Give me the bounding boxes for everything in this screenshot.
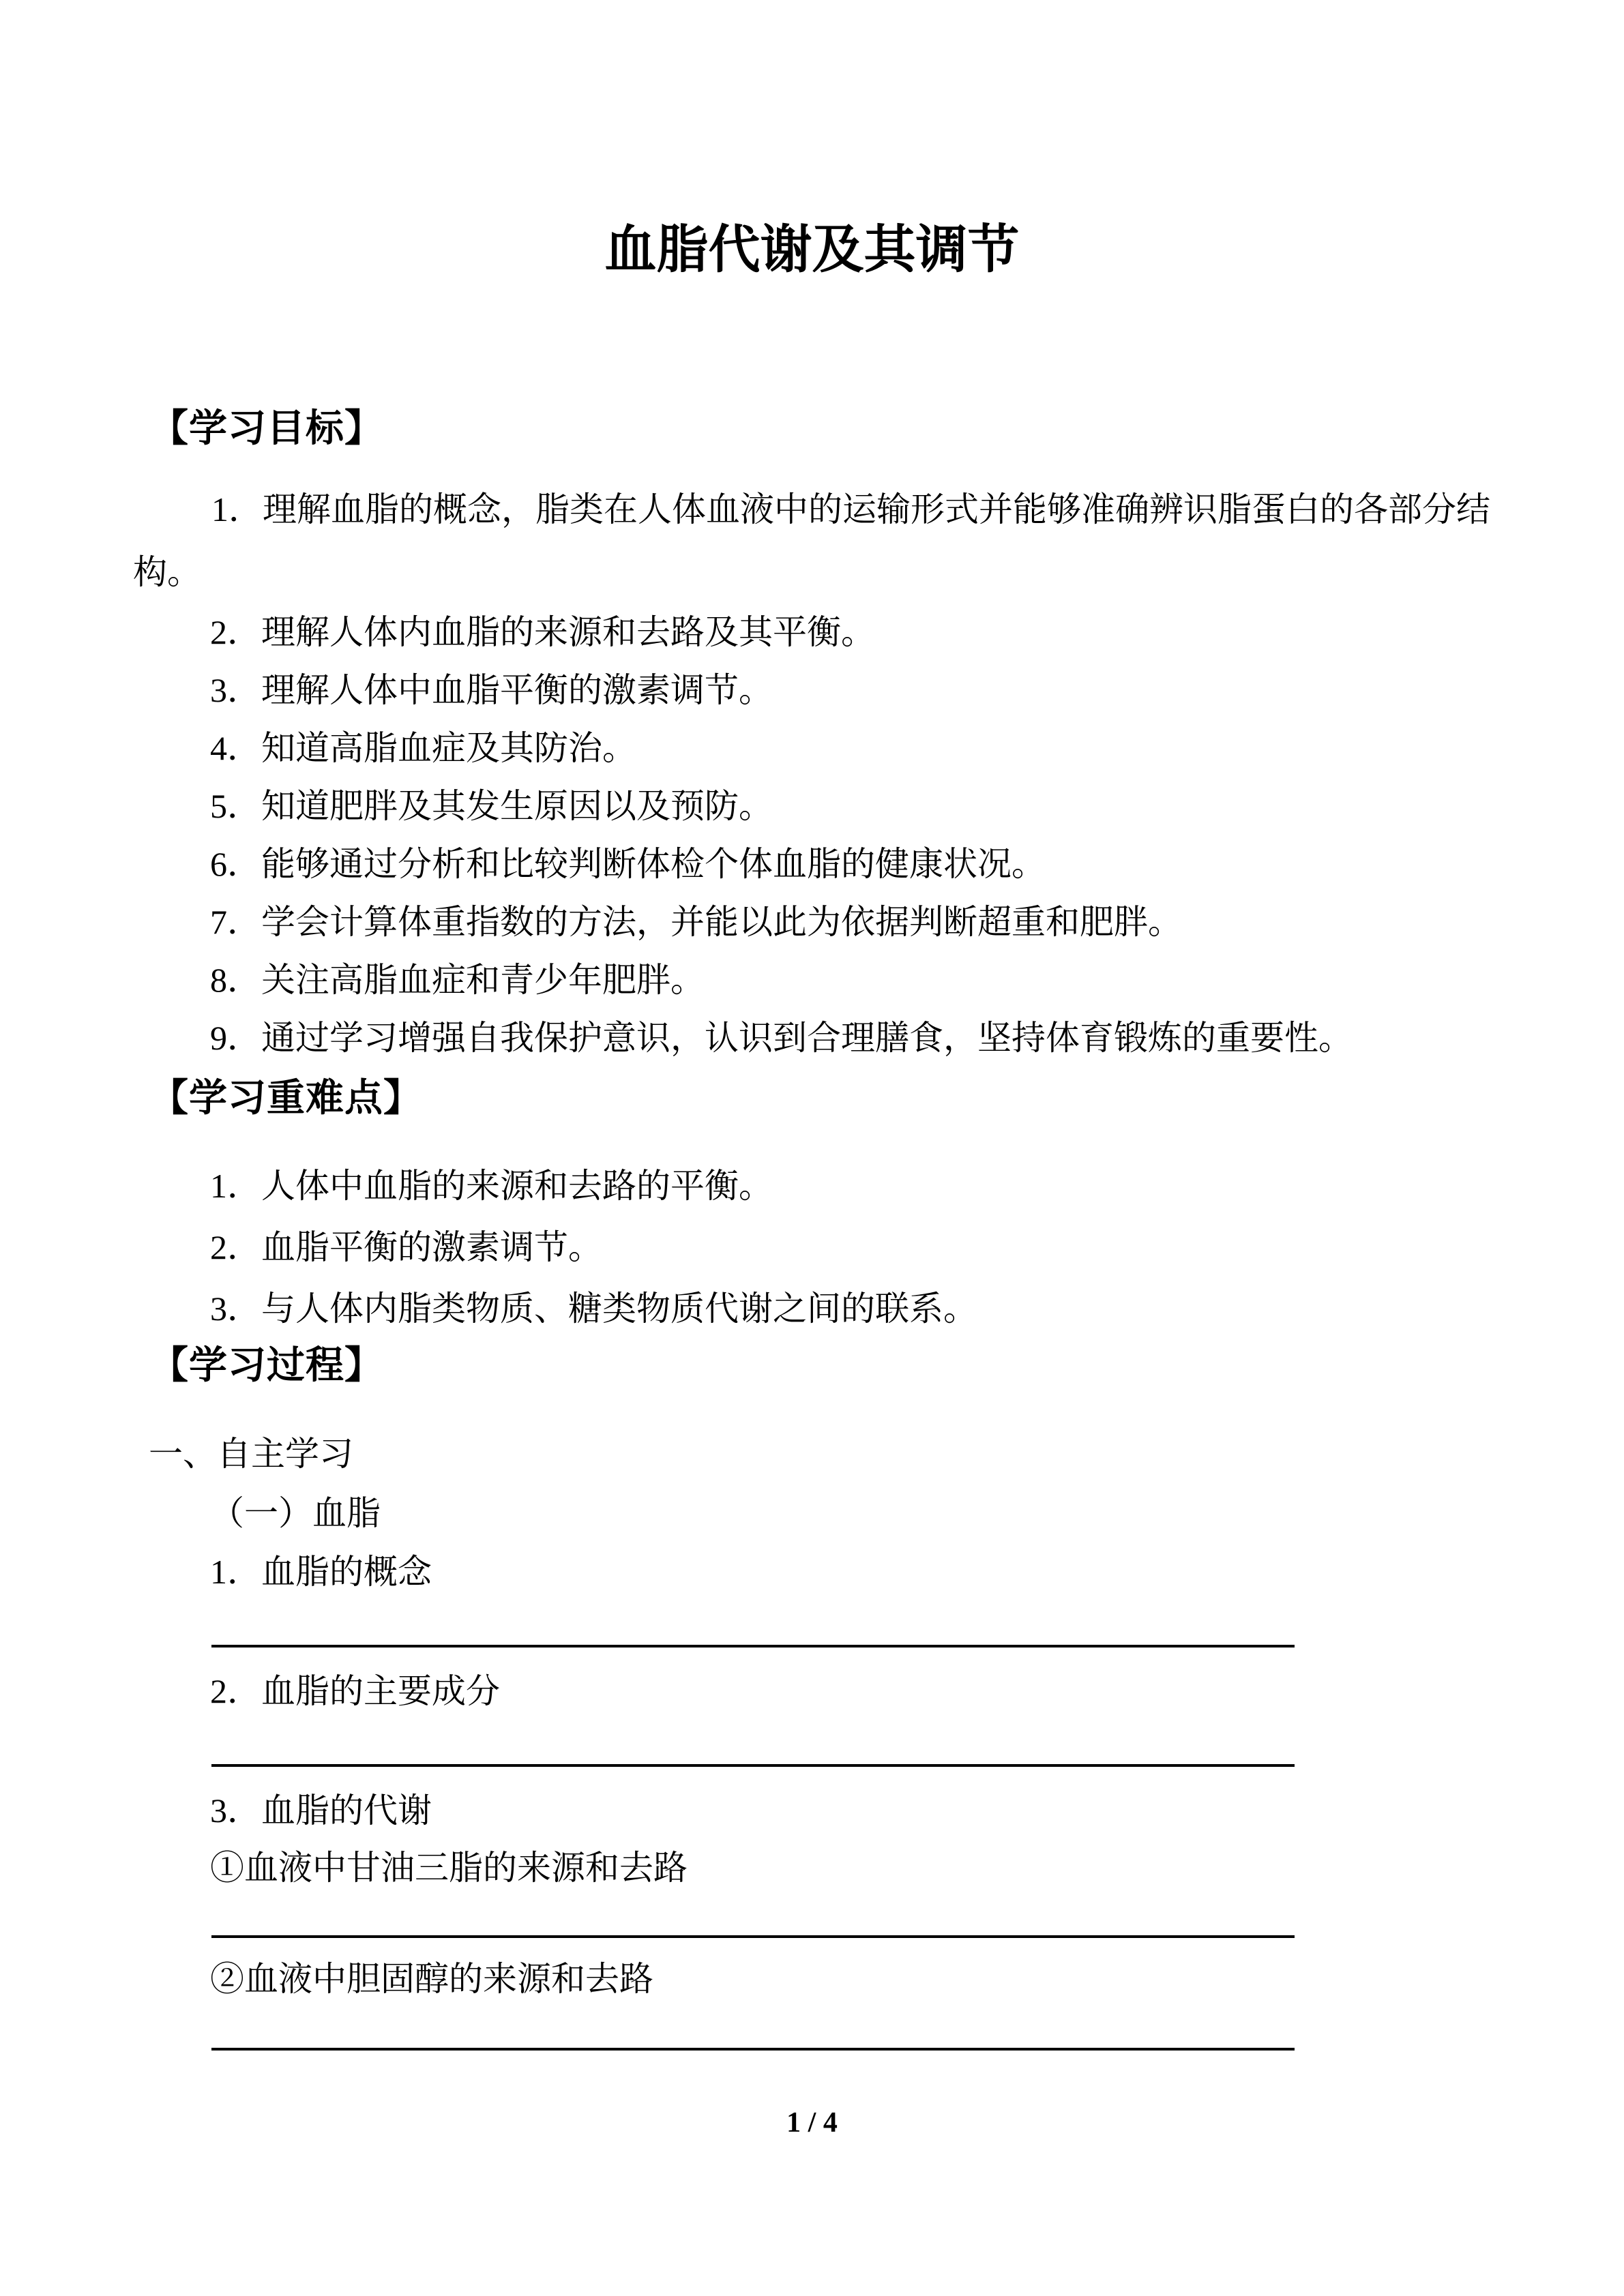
process-sub-question-1: ①血液中甘油三脂的来源和去路 (210, 1849, 688, 1887)
goal-item-7: 7．学会计算体重指数的方法，并能以此为依据判断超重和肥胖。 (210, 903, 1182, 941)
process-question-3: 3．血脂的代谢 (210, 1791, 432, 1830)
answer-blank-line-2 (211, 1764, 1295, 1767)
goal-item-2: 2．理解人体内血脂的来源和去路及其平衡。 (210, 613, 875, 651)
process-question-2: 2．血脂的主要成分 (210, 1672, 500, 1710)
document-title: 血脂代谢及其调节 (604, 222, 1020, 279)
answer-blank-line-1 (211, 1645, 1295, 1648)
goal-item-4: 4．知道高脂血症及其防治。 (210, 729, 636, 767)
goal-item-1-line-2: 构。 (133, 553, 201, 591)
process-question-1: 1．血脂的概念 (210, 1553, 432, 1591)
goals-section-heading: 【学习目标】 (150, 406, 383, 449)
keypoints-section-heading: 【学习重难点】 (150, 1076, 422, 1119)
answer-blank-line-3 (211, 1935, 1295, 1938)
goal-item-1-line-1: 1．理解血脂的概念，脂类在人体血液中的运输形式并能够准确辨识脂蛋白的各部分结 (211, 490, 1490, 528)
keypoint-item-2: 2．血脂平衡的激素调节。 (210, 1228, 602, 1266)
process-section-heading: 【学习过程】 (150, 1343, 383, 1386)
process-part-label: 一、自主学习 (149, 1435, 353, 1473)
page-number-indicator: 1 / 4 (786, 2107, 838, 2138)
goal-item-6: 6．能够通过分析和比较判断体检个体血脂的健康状况。 (210, 845, 1046, 883)
goal-item-8: 8．关注高脂血症和青少年肥胖。 (210, 961, 705, 999)
goal-item-9: 9．通过学习增强自我保护意识，认识到合理膳食，坚持体育锻炼的重要性。 (210, 1019, 1353, 1057)
process-subpart-label: （一）血脂 (210, 1494, 381, 1532)
goal-item-3: 3．理解人体中血脂平衡的激素调节。 (210, 671, 773, 709)
goal-item-5: 5．知道肥胖及其发生原因以及预防。 (210, 787, 773, 825)
keypoint-item-1: 1．人体中血脂的来源和去路的平衡。 (210, 1167, 773, 1205)
answer-blank-line-4 (211, 2048, 1295, 2051)
process-sub-question-2: ②血液中胆固醇的来源和去路 (210, 1960, 653, 1998)
keypoint-item-3: 3．与人体内脂类物质、糖类物质代谢之间的联系。 (210, 1289, 977, 1328)
